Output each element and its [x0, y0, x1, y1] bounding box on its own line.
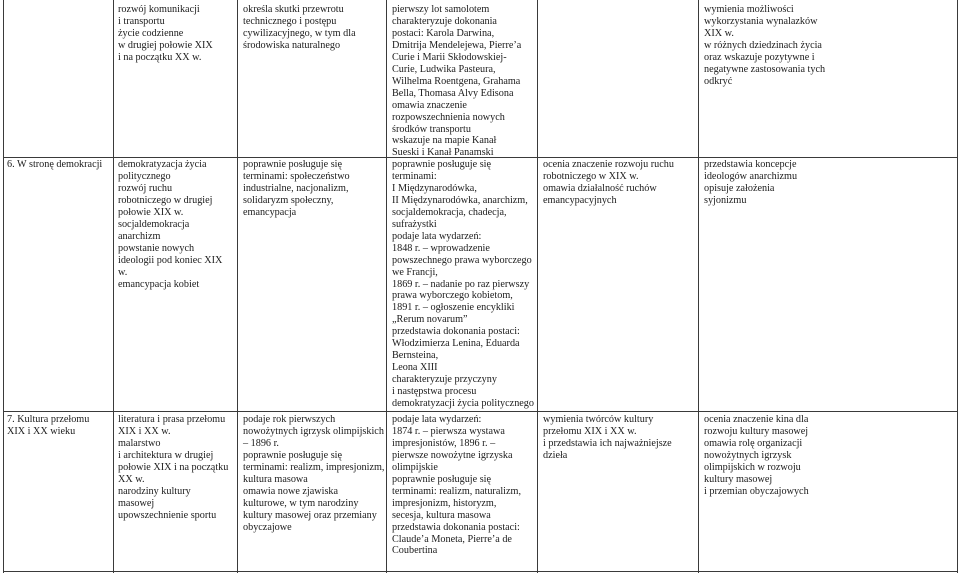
text-line: solidaryzm społeczny,	[243, 194, 334, 206]
text-line: technicznego i postępu	[243, 15, 337, 27]
text-line: omawia działalność ruchów	[543, 182, 657, 194]
text-line: przedstawia koncepcje	[704, 159, 797, 170]
text-line: 1869 r. – nadanie po raz pierwszy	[392, 278, 530, 290]
text-line: socjaldemokracja	[118, 218, 190, 230]
text-line: wykorzystania wynalazków	[704, 15, 818, 27]
row-3-topic-cell	[7, 414, 111, 438]
text-line: rozwoju kultury masowej	[704, 425, 809, 437]
text-line: omawia znaczenie	[392, 99, 467, 111]
text-line: Claude’a Moneta, Pierre’a de	[392, 533, 512, 545]
text-line: robotniczego w drugiej	[118, 194, 213, 206]
text-line: Sueski i Kanał Panamski	[392, 147, 494, 159]
text-line: negatywne zastosowania tych	[704, 63, 826, 75]
text-line: i przedstawia ich najważniejsze	[543, 437, 672, 449]
text-line: impresjonistów, 1896 r. –	[392, 437, 496, 449]
text-line: secesja, kultura masowa	[392, 509, 491, 521]
text-line: emancypacyjnych	[543, 194, 617, 206]
text-line: dzieła	[543, 449, 568, 461]
row-1-basic-req-cell	[243, 4, 385, 52]
text-line: Bella, Thomasa Alvy Edisona	[392, 87, 514, 99]
text-line: II Międzynarodówka, anarchizm,	[392, 194, 528, 206]
row-3-extended-req-cell	[392, 414, 540, 557]
row-1-extended-req-cell	[392, 4, 540, 159]
text-line: olimpijskich w rozwoju	[704, 461, 801, 473]
text-line: demokratyzacja życia	[118, 159, 207, 170]
text-line: XIX w.	[704, 27, 734, 39]
text-line: – 1896 r.	[243, 437, 279, 449]
text-line: rozwój ruchu	[118, 182, 173, 194]
row-1-excellent-req-cell	[704, 4, 956, 88]
row-3-basic-req-cell	[243, 414, 385, 534]
text-line: rozpowszechnienia nowych	[392, 111, 505, 123]
text-line: powszechnego prawa wyborczego	[392, 254, 532, 266]
row-3-excellent-req-cell	[704, 414, 956, 498]
text-line: kultury masowej	[704, 473, 773, 485]
text-line: kultury masowej oraz przemiany	[243, 509, 377, 521]
text-line: impresjonizm, historyzm,	[392, 497, 497, 509]
text-line: postaci: Karola Darwina,	[392, 27, 495, 39]
text-line: określa skutki przewrotu	[243, 4, 344, 15]
text-line: charakteryzuje przyczyny	[392, 374, 497, 386]
text-line: XX w.	[118, 473, 145, 485]
text-line: XIX i XX w.	[118, 425, 171, 437]
topic-title-line: 7. Kultura przełomu	[7, 414, 90, 425]
text-line: i transportu	[118, 15, 165, 27]
text-line: demokratyzacji życia politycznego	[392, 398, 534, 410]
text-line: terminami:	[392, 170, 437, 182]
text-line: ocenia znaczenie kina dla	[704, 414, 809, 425]
row-1-content-cell	[118, 4, 236, 64]
text-line: nowożytnych igrzysk olimpijskich	[243, 425, 384, 437]
text-line: industrialne, nacjonalizm,	[243, 182, 349, 194]
text-line: I Międzynarodówka,	[392, 182, 477, 194]
text-line: Bernsteina,	[392, 350, 439, 362]
text-line: połowie XIX w.	[118, 206, 184, 218]
text-line: 1848 r. – wprowadzenie	[392, 242, 490, 254]
text-line: malarstwo	[118, 437, 161, 449]
text-line: ideologów anarchizmu	[704, 170, 798, 182]
text-line: poprawnie posługuje się	[243, 449, 343, 461]
row-2-advanced-req-cell	[543, 159, 697, 207]
text-line: kulturowe, w tym narodziny	[243, 497, 359, 509]
row-2-content-cell	[118, 159, 236, 290]
text-line: połowie XIX i na początku	[118, 461, 229, 473]
text-line: i następstwa procesu	[392, 386, 477, 398]
text-line: i architektura w drugiej	[118, 449, 214, 461]
row-3-advanced-req-cell	[543, 414, 697, 462]
text-line: powstanie nowych	[118, 242, 195, 254]
text-line: emancypacja kobiet	[118, 278, 200, 290]
text-line: obyczajowe	[243, 521, 292, 533]
text-line: rozwój komunikacji	[118, 4, 200, 15]
text-line: sufrażystki	[392, 218, 437, 230]
text-line: odkryć	[704, 75, 733, 87]
text-line: emancypacja	[243, 206, 297, 218]
text-line: omawia nowe zjawiska	[243, 485, 339, 497]
text-line: ocenia znaczenie rozwoju ruchu	[543, 159, 674, 170]
text-line: pierwszy lot samolotem	[392, 4, 490, 15]
text-line: nowożytnych igrzysk	[704, 449, 792, 461]
text-line: 1874 r. – pierwsza wystawa	[392, 425, 505, 437]
topic-title-line: XIX i XX wieku	[7, 425, 76, 437]
text-line: 1891 r. – ogłoszenie encykliki	[392, 302, 515, 314]
text-line: przełomu XIX i XX w.	[543, 425, 637, 437]
row-3-content-cell	[118, 414, 236, 522]
text-line: wymienia twórców kultury	[543, 414, 654, 425]
text-line: przedstawia dokonania postaci:	[392, 326, 520, 338]
text-line: przedstawia dokonania postaci:	[392, 521, 520, 533]
text-line: Wilhelma Roentgena, Grahama	[392, 75, 521, 87]
text-line: środków transportu	[392, 123, 471, 135]
text-line: Curie, Ludwika Pasteura,	[392, 63, 496, 75]
row-2-basic-req-cell	[243, 159, 385, 219]
text-line: omawia rolę organizacji	[704, 437, 803, 449]
text-line: opisuje założenia	[704, 182, 775, 194]
text-line: i na początku XX w.	[118, 51, 202, 63]
text-line: narodziny kultury	[118, 485, 191, 497]
text-line: w.	[118, 266, 128, 278]
text-line: masowej	[118, 497, 155, 509]
text-line: życie codzienne	[118, 27, 184, 39]
text-line: „Rerum novarum”	[392, 314, 468, 326]
text-line: podaje lata wydarzeń:	[392, 230, 482, 242]
text-line: politycznego	[118, 170, 171, 182]
text-line: olimpijskie	[392, 461, 438, 473]
text-line: literatura i prasa przełomu	[118, 414, 226, 425]
text-line: Curie i Marii Skłodowskiej-	[392, 51, 507, 63]
text-line: prawa wyborczego kobietom,	[392, 290, 513, 302]
text-line: robotniczego w XIX w.	[543, 170, 639, 182]
text-line: terminami: realizm, naturalizm,	[392, 485, 521, 497]
text-line: Włodzimierza Lenina, Eduarda	[392, 338, 520, 350]
topic-title-line: 6. W stronę demokracji	[7, 159, 103, 170]
text-line: kultura masowa	[243, 473, 308, 485]
text-line: wymienia możliwości	[704, 4, 794, 15]
text-line: Dmitrija Mendelejewa, Pierre’a	[392, 39, 522, 51]
text-line: poprawnie posługuje się	[243, 159, 343, 170]
text-line: syjonizmu	[704, 194, 747, 206]
text-line: we Francji,	[392, 266, 438, 278]
text-line: oraz wskazuje pozytywne i	[704, 51, 815, 63]
text-line: środowiska naturalnego	[243, 39, 341, 51]
text-line: upowszechnienie sportu	[118, 509, 217, 521]
text-line: podaje lata wydarzeń:	[392, 414, 482, 425]
text-line: w drugiej połowie XIX	[118, 39, 213, 51]
text-line: i przemian obyczajowych	[704, 485, 809, 497]
text-line: socjaldemokracja, chadecja,	[392, 206, 507, 218]
text-line: anarchizm	[118, 230, 161, 242]
text-line: poprawnie posługuje się	[392, 159, 492, 170]
text-line: Coubertina	[392, 545, 438, 557]
text-line: Leona XIII	[392, 362, 438, 374]
text-line: poprawnie posługuje się	[392, 473, 492, 485]
row-2-excellent-req-cell	[704, 159, 956, 207]
text-line: cywilizacyjnego, w tym dla	[243, 27, 356, 39]
text-line: terminami: realizm, impresjonizm,	[243, 461, 385, 473]
text-line: wskazuje na mapie Kanał	[392, 135, 497, 147]
text-line: ideologii pod koniec XIX	[118, 254, 223, 266]
text-line: w różnych dziedzinach życia	[704, 39, 822, 51]
text-line: terminami: społeczeństwo	[243, 170, 350, 182]
text-line: podaje rok pierwszych	[243, 414, 336, 425]
text-line: pierwsze nowożytne igrzyska	[392, 449, 513, 461]
row-2-extended-req-cell	[392, 159, 540, 410]
row-2-topic-cell	[7, 159, 111, 171]
text-line: charakteryzuje dokonania	[392, 15, 497, 27]
